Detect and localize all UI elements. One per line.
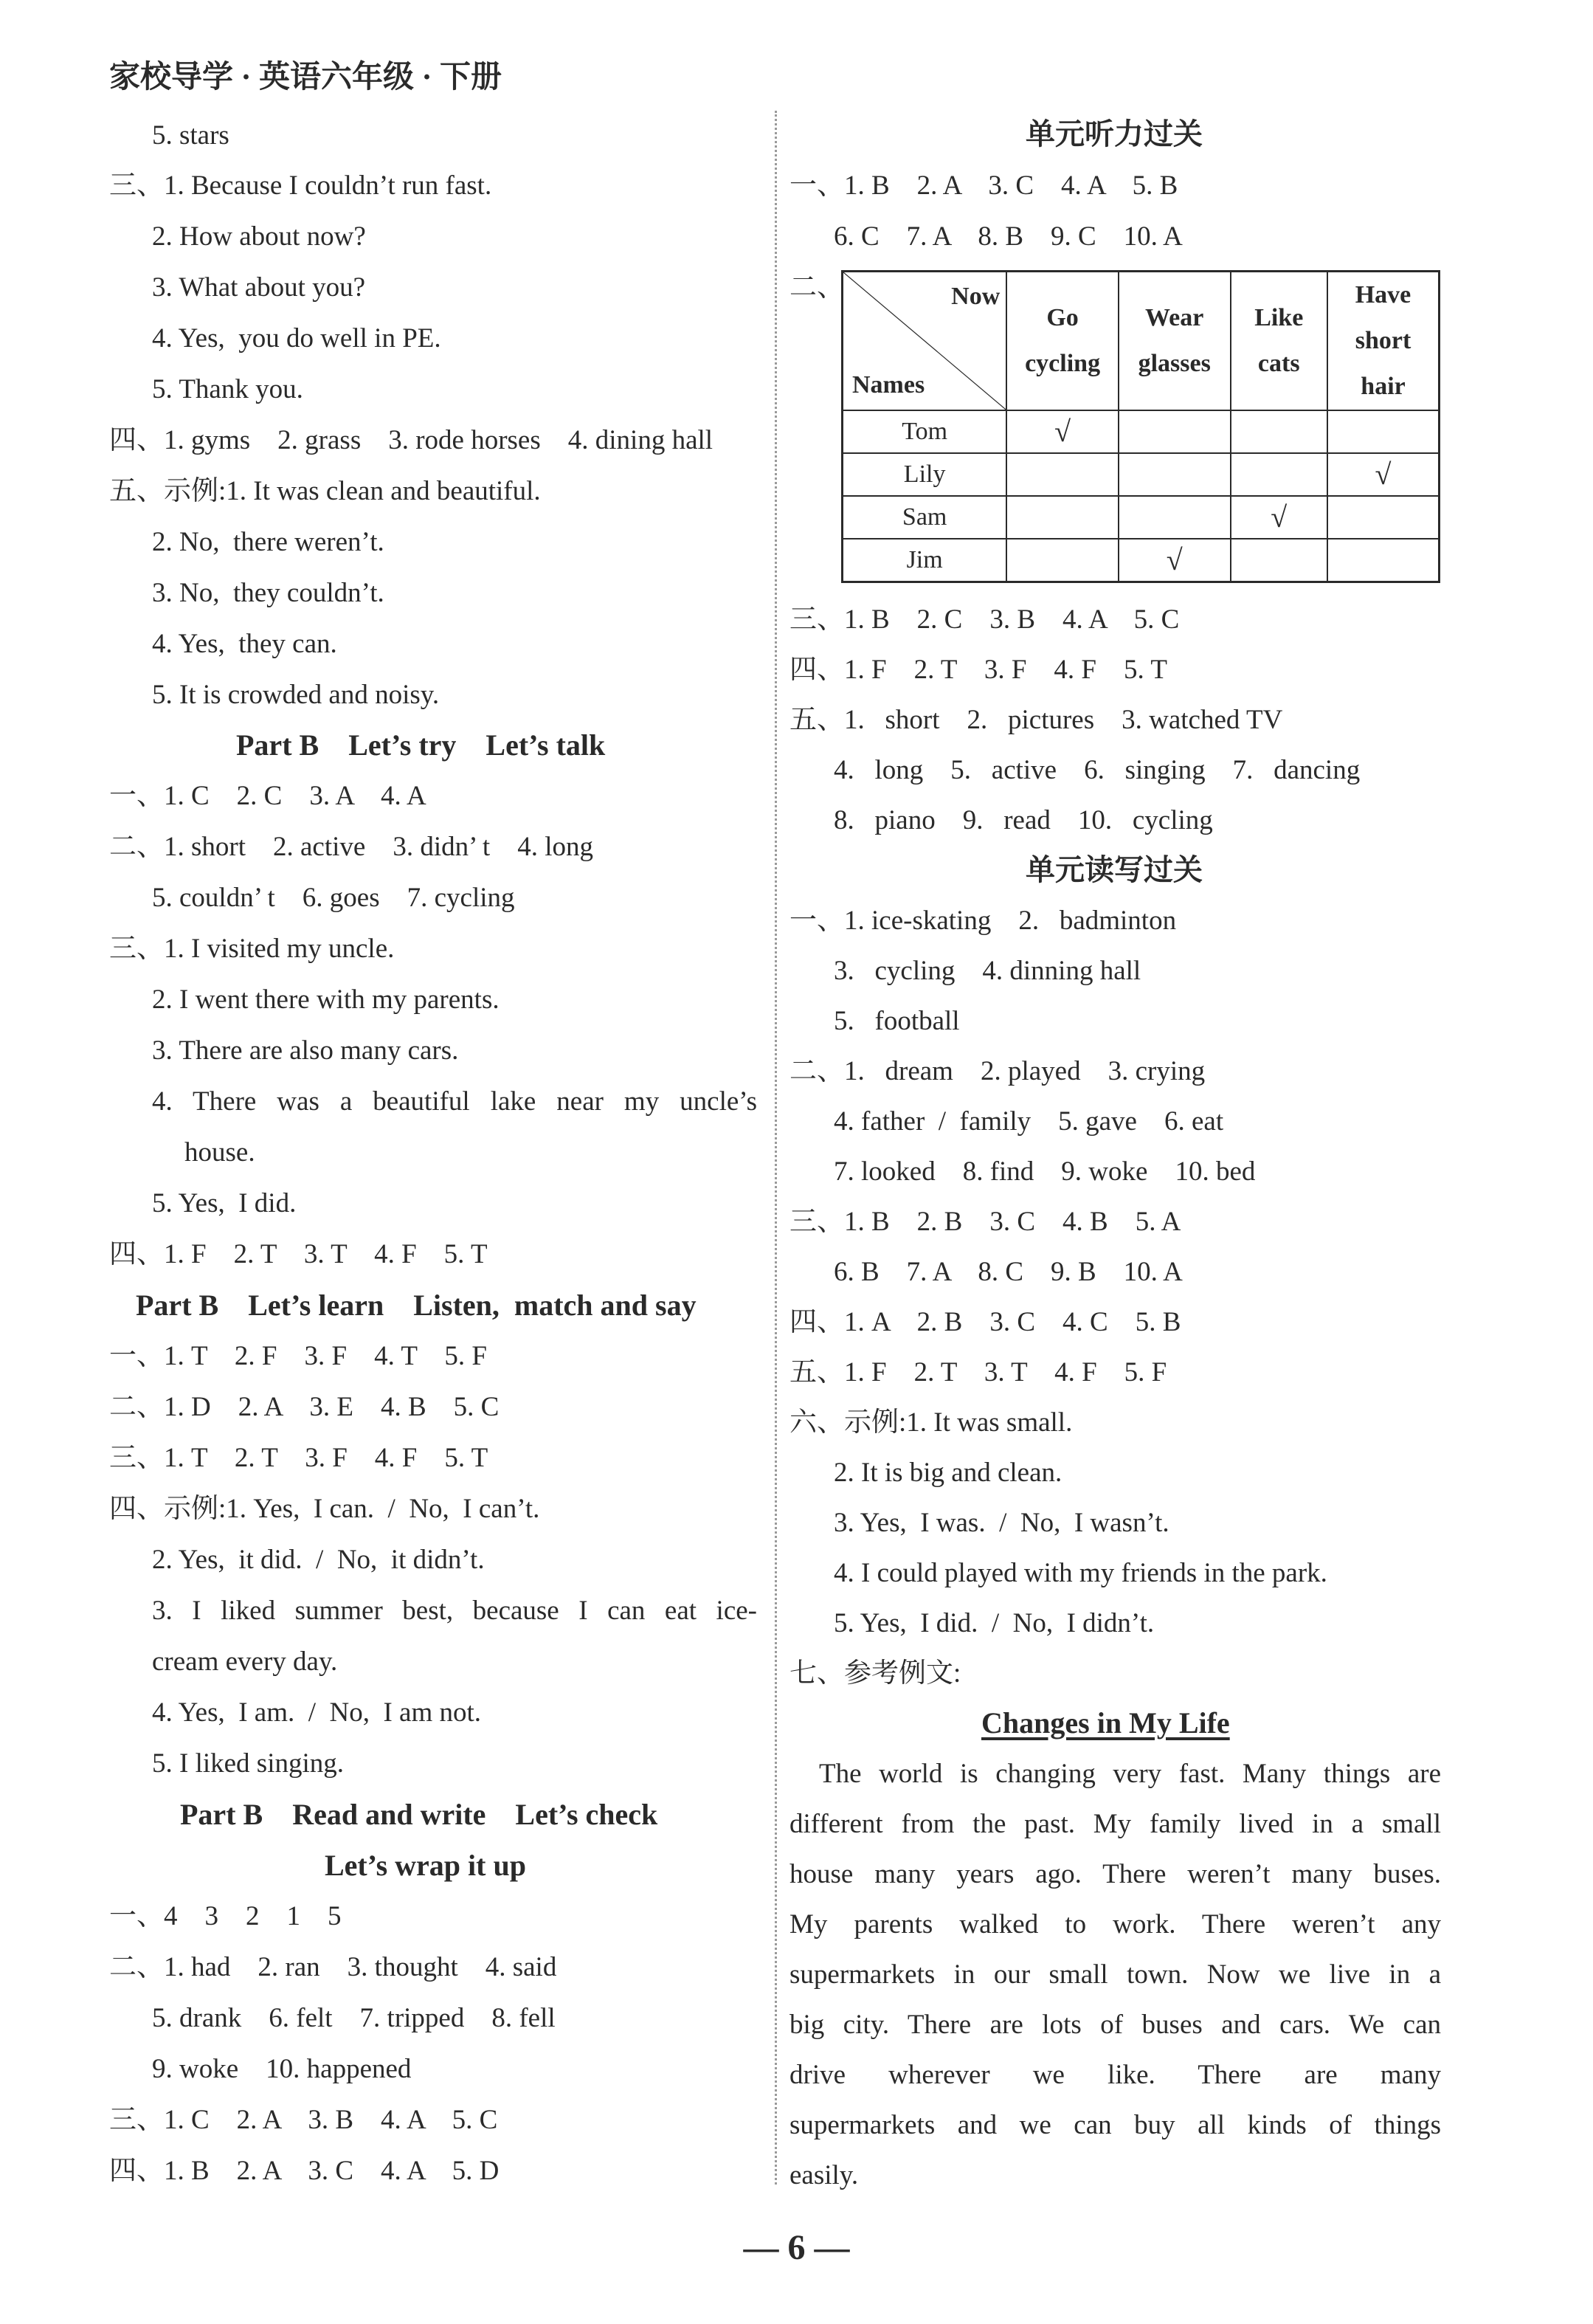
answer-line: 3. There are also many cars. [152, 1035, 459, 1066]
column-divider [775, 111, 777, 2185]
answer-line: 5. drank 6. felt 7. tripped 8. fell [152, 2003, 556, 2033]
row-name: Lily [843, 453, 1007, 496]
section-heading: Part B Let’s learn Listen, match and say [136, 1289, 697, 1322]
row-name: Tom [843, 410, 1007, 453]
section-heading: 单元读写过关 [1026, 853, 1203, 886]
page-number: — 6 — [743, 2228, 850, 2267]
answer-line: 四、1. A 2. B 3. C 4. C 5. B [789, 1307, 1181, 1337]
answer-line: 二、1. short 2. active 3. didn’ t 4. long [109, 832, 593, 862]
answer-line: 二、1. had 2. ran 3. thought 4. said [109, 1952, 557, 1982]
answer-line: 5. stars [152, 120, 229, 151]
answer-line: 4. father / family 5. gave 6. eat [834, 1106, 1224, 1137]
answer-line: 一、1. B 2. A 3. C 4. A 5. B [789, 170, 1178, 201]
check-cell: √ [1119, 539, 1231, 582]
section-heading: Part B Read and write Let’s check [180, 1798, 658, 1831]
section-heading: Part B Let’s try Let’s talk [236, 728, 606, 762]
row-name: Sam [843, 496, 1007, 539]
answer-line: 三、1. B 2. C 3. B 4. A 5. C [789, 604, 1180, 635]
corner-header-bottom: Names [852, 371, 925, 399]
check-cell [1006, 496, 1119, 539]
column-header: Go cycling [1006, 272, 1119, 411]
answer-line: 4. There was a beautiful lake near my uncle’s [152, 1086, 757, 1117]
table-row [843, 496, 1440, 539]
check-cell [1327, 539, 1439, 582]
check-cell: √ [1327, 453, 1439, 496]
essay-line: drive wherever we like. There are many [789, 2060, 1441, 2090]
table-row [843, 453, 1440, 496]
check-cell [1119, 410, 1231, 453]
column-header: Wear glasses [1119, 272, 1231, 411]
answer-line: 2. I went there with my parents. [152, 985, 500, 1015]
column-header: Have short hair [1327, 272, 1439, 411]
answer-line: 8. piano 9. read 10. cycling [834, 805, 1213, 835]
column-header: Like cats [1231, 272, 1328, 411]
check-cell [1006, 453, 1119, 496]
answer-line: 七、参考例文: [789, 1658, 961, 1689]
essay-line: supermarkets in our small town. Now we live in a [789, 1959, 1441, 1990]
answer-line: 3. No, they couldn’t. [152, 578, 384, 608]
answer-line: 5. I liked singing. [152, 1748, 345, 1779]
answer-line: 四、1. B 2. A 3. C 4. A 5. D [109, 2156, 500, 2186]
essay-line: easily. [789, 2160, 859, 2190]
essay-line: My parents walked to work. There weren’t any [789, 1909, 1441, 1939]
table-row [843, 539, 1440, 582]
answer-line: 四、1. gyms 2. grass 3. rode horses 4. dining hall [109, 425, 713, 455]
table-corner-cell [843, 272, 1007, 411]
answer-line: 二、1. D 2. A 3. E 4. B 5. C [109, 1392, 500, 1422]
answer-line: 5. football [834, 1006, 960, 1036]
check-cell [1327, 496, 1439, 539]
section-heading: 单元听力过关 [1026, 117, 1203, 151]
answer-line: 3. I liked summer best, because I can eat ice- [152, 1596, 757, 1626]
answer-line: 三、1. B 2. B 3. C 4. B 5. A [789, 1207, 1181, 1237]
answer-line: 2. Yes, it did. / No, it didn’t. [152, 1545, 485, 1575]
answer-line: 三、1. C 2. A 3. B 4. A 5. C [109, 2105, 498, 2135]
table-row [843, 410, 1440, 453]
essay-line: big city. There are lots of buses and cars. We can [789, 2010, 1441, 2040]
essay-line: supermarkets and we can buy all kinds of things [789, 2110, 1441, 2140]
section-heading: Let’s wrap it up [325, 1849, 526, 1882]
answer-line: 二、 [789, 272, 844, 303]
answer-line: 一、1. T 2. F 3. F 4. T 5. F [109, 1341, 487, 1371]
answer-line: 二、1. dream 2. played 3. crying [789, 1056, 1206, 1086]
answer-line: 五、1. short 2. pictures 3. watched TV [789, 705, 1283, 735]
answer-line: 3. What about you? [152, 272, 366, 303]
answer-line: 三、1. Because I couldn’t run fast. [109, 170, 492, 201]
check-cell [1119, 453, 1231, 496]
answer-line: 四、示例:1. Yes, I can. / No, I can’t. [109, 1494, 540, 1524]
check-cell: √ [1231, 496, 1328, 539]
check-cell [1006, 539, 1119, 582]
answer-line: 三、1. I visited my uncle. [109, 934, 395, 964]
check-cell [1231, 539, 1328, 582]
check-cell [1231, 410, 1328, 453]
answer-line: 2. It is big and clean. [834, 1458, 1062, 1488]
answer-line: cream every day. [152, 1647, 338, 1677]
answer-line: 9. woke 10. happened [152, 2054, 412, 2084]
essay-line: The world is changing very fast. Many things are [819, 1759, 1441, 1789]
answer-line: 五、1. F 2. T 3. T 4. F 5. F [789, 1357, 1167, 1387]
answer-line: 3. Yes, I was. / No, I wasn’t. [834, 1508, 1169, 1538]
answer-line: 一、4 3 2 1 5 [109, 1901, 342, 1931]
answer-line: 4. I could played with my friends in the park. [834, 1558, 1327, 1588]
essay-line: different from the past. My family lived in a small [789, 1809, 1441, 1839]
corner-header-top: Now [951, 283, 1001, 310]
answer-line: 六、示例:1. It was small. [789, 1407, 1073, 1438]
essay-line: house many years ago. There weren’t many buses. [789, 1859, 1441, 1889]
answer-line: 一、1. ice-skating 2. badminton [789, 906, 1177, 936]
answer-line: 7. looked 8. find 9. woke 10. bed [834, 1156, 1256, 1187]
answer-line: 5. Thank you. [152, 374, 303, 404]
answer-line: 四、1. F 2. T 3. T 4. F 5. T [109, 1239, 488, 1269]
answer-line: 5. Yes, I did. [152, 1188, 297, 1218]
check-cell: √ [1006, 410, 1119, 453]
answer-line: 三、1. T 2. T 3. F 4. F 5. T [109, 1443, 488, 1473]
page-header: 家校导学 · 英语六年级 · 下册 [109, 61, 502, 94]
answer-line: 5. It is crowded and noisy. [152, 680, 440, 710]
answer-line: 四、1. F 2. T 3. F 4. F 5. T [789, 655, 1167, 685]
answer-line: 6. C 7. A 8. B 9. C 10. A [834, 221, 1183, 252]
answer-line: 2. No, there weren’t. [152, 527, 384, 557]
answer-line: 5. couldn’ t 6. goes 7. cycling [152, 883, 515, 913]
check-cell [1119, 496, 1231, 539]
check-cell [1327, 410, 1439, 453]
answer-line: 3. cycling 4. dinning hall [834, 956, 1141, 986]
answer-line: 4. long 5. active 6. singing 7. dancing [834, 755, 1361, 785]
answer-line: 一、1. C 2. C 3. A 4. A [109, 781, 426, 811]
answer-line: 4. Yes, they can. [152, 629, 337, 659]
answer-line: 4. Yes, I am. / No, I am not. [152, 1697, 482, 1728]
check-cell [1231, 453, 1328, 496]
answer-line: 4. Yes, you do well in PE. [152, 323, 441, 354]
answer-line: house. [184, 1137, 255, 1168]
answer-line: 5. Yes, I did. / No, I didn’t. [834, 1608, 1155, 1638]
answer-line: 6. B 7. A 8. C 9. B 10. A [834, 1257, 1183, 1287]
essay-title: Changes in My Life [981, 1706, 1230, 1739]
survey-table [841, 270, 1440, 583]
row-name: Jim [843, 539, 1007, 582]
answer-line: 五、示例:1. It was clean and beautiful. [109, 476, 541, 506]
answer-line: 2. How about now? [152, 221, 366, 252]
